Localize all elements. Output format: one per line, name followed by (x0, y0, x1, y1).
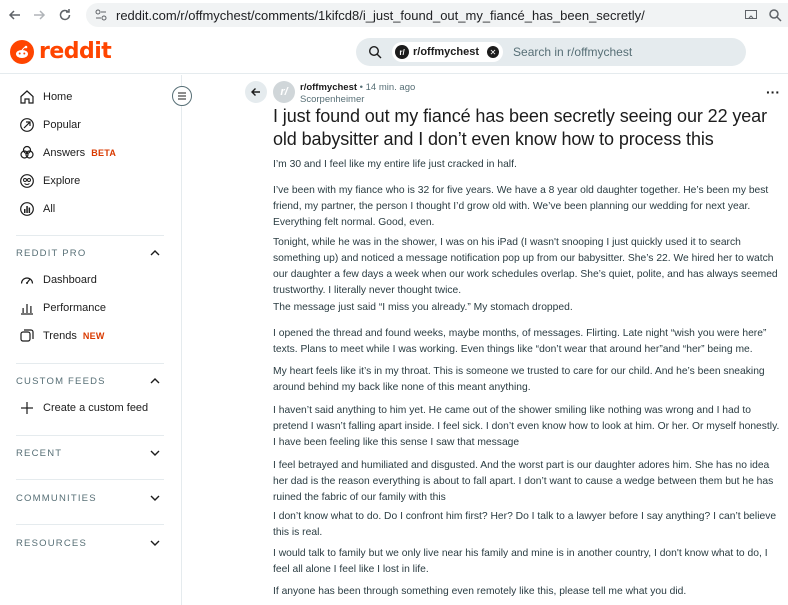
post-paragraph: If anyone has been through something even remotely like this, please tell me what you did. (273, 586, 687, 597)
sidebar-item-trends[interactable] (0, 322, 180, 350)
reddit-header (0, 30, 788, 74)
post-paragraph: I haven’t said anything to him yet. He came out of the shower smiling like nothing was wrong and I had to pretend I wasn’t falling apart inside. I feel sick. I don’t even know how to look at him. Or her. Or myself honestly. I have been feeling like this sense I saw that message (273, 405, 780, 448)
search-input[interactable]: Search in r/offmychest (513, 45, 633, 59)
sidebar-item-popular[interactable]: Popular (0, 111, 180, 139)
all-icon (18, 200, 36, 218)
reddit-logo[interactable] (10, 39, 111, 64)
beta-badge: BETA (91, 148, 117, 158)
post-paragraph: I’m 30 and I feel like my entire life just cracked in half. (273, 159, 517, 170)
logo-text: reddit (39, 39, 112, 64)
sidebar-divider (16, 479, 164, 480)
chip-label: r/offmychest (413, 46, 480, 58)
site-settings-icon[interactable] (94, 8, 108, 27)
post-paragraph: My heart feels like it’s in my throat. This is someone we trusted to care for our child. And he’s been sneaking around behind my back like none of this meant anything. (273, 366, 765, 393)
cast-icon[interactable] (744, 8, 758, 27)
subreddit-avatar[interactable]: r/ (273, 81, 295, 103)
left-sidebar (0, 75, 182, 605)
snoo-icon (10, 40, 34, 64)
resources-section-toggle[interactable]: RESOURCES (16, 533, 161, 553)
menu-toggle-button[interactable] (172, 86, 192, 106)
explore-icon (18, 172, 36, 190)
author-link[interactable]: Scorpenheimer (300, 94, 365, 105)
post-title: I just found out my fiancé has been secretly seeing our 22 year old babysitter and I don’t even know how to process this (273, 106, 767, 149)
post-paragraph: Tonight, while he was in the shower, I was on his iPad (I wasn't snooping I just quickly used it to search something up) and noticed a message notification pop up from our babysitter. She’s 22. We hired her to watch our daughter a few days a week when our work schedules overlap. She’s quiet, polite, and has always seemed trustworthy. I literally never thought twice. (273, 237, 778, 296)
chevron-up-icon (149, 375, 161, 387)
sidebar-item-explore[interactable]: Explore (0, 167, 180, 195)
sidebar-item-answers[interactable] (0, 139, 180, 167)
post-meta (300, 82, 415, 93)
subreddit-chip-icon: r/ (395, 45, 409, 59)
search-bar[interactable] (356, 38, 746, 66)
post-paragraph: I don’t know what to do. Do I confront him first? Her? Do I talk to a lawyer before I say anything? I can’t believe this is real. (273, 511, 777, 538)
sidebar-divider (16, 235, 164, 236)
url-text: reddit.com/r/offmychest/comments/1kifcd8/i_just_found_out_my_fiancé_has_been_secretly/ (116, 7, 645, 23)
subreddit-search-chip[interactable] (392, 42, 503, 62)
address-bar[interactable] (86, 3, 788, 27)
post-paragraph: I’ve been with my fiance who is 32 for five years. We have a 8 year old daughter together. He’s been my best friend, my partner, the person I thought I’d grow old with. We’ve been planning our wedding for next year. Everything felt normal. Good, even. (273, 185, 769, 228)
chevron-down-icon (149, 492, 161, 504)
browser-toolbar (0, 0, 788, 30)
trends-icon (18, 327, 36, 345)
custom-feeds-section-toggle[interactable]: CUSTOM FEEDS (16, 371, 161, 391)
answers-label: Answers (43, 147, 86, 159)
post-paragraph: The message just said “I miss you already.” My stomach dropped. (273, 302, 573, 313)
chevron-down-icon (149, 447, 161, 459)
answers-icon (18, 144, 36, 162)
create-custom-feed-button[interactable]: Create a custom feed (0, 394, 180, 422)
reload-icon[interactable] (54, 4, 76, 26)
home-icon (18, 88, 36, 106)
post-time: • 14 min. ago (359, 82, 416, 93)
sidebar-divider (16, 435, 164, 436)
more-options-button[interactable]: ··· (766, 84, 780, 100)
close-icon[interactable]: ✕ (487, 46, 499, 58)
sidebar-item-performance[interactable]: Performance (0, 294, 180, 322)
forward-arrow-icon[interactable] (28, 4, 50, 26)
communities-section-toggle[interactable]: COMMUNITIES (16, 488, 161, 508)
chevron-down-icon (149, 537, 161, 549)
new-badge: NEW (82, 331, 105, 341)
plus-icon (18, 399, 36, 417)
sidebar-item-dashboard[interactable]: Dashboard (0, 266, 180, 294)
sidebar-item-home[interactable]: Home (0, 83, 180, 111)
search-icon (368, 45, 382, 59)
sidebar-divider (16, 363, 164, 364)
popular-icon (18, 116, 36, 134)
reddit-pro-section-toggle[interactable]: REDDIT PRO (16, 243, 161, 263)
sidebar-divider (16, 524, 164, 525)
sidebar-item-all[interactable]: All (0, 195, 180, 223)
hamburger-icon (177, 91, 187, 101)
post-paragraph: I feel betrayed and humiliated and disgusted. And the worst part is our daughter adores him. She has no idea her dad is the reason everything is about to fall apart. I don’t want to cause a wedge between them but he has ruined the fabric of our family with this (273, 460, 774, 503)
back-arrow-icon[interactable] (4, 4, 26, 26)
zoom-icon[interactable] (768, 8, 782, 27)
post-paragraph: I would talk to family but we only live near his family and mine is in another country, I don't know what to do, I feel all alone I feel like I lost in life. (273, 548, 768, 575)
performance-icon (18, 299, 36, 317)
dashboard-icon (18, 271, 36, 289)
recent-section-toggle[interactable]: RECENT (16, 443, 161, 463)
subreddit-link[interactable]: r/offmychest (300, 82, 358, 93)
post-paragraph: I opened the thread and found weeks, maybe months, of messages. Flirting. Late night “wish you were here” texts. Plans to meet while I was working. Even things like “don’t wear that around her”and “her” being me. (273, 328, 767, 355)
chevron-up-icon (149, 247, 161, 259)
trends-label: Trends (43, 330, 77, 342)
back-button[interactable] (245, 81, 267, 103)
back-arrow-icon (250, 86, 262, 98)
